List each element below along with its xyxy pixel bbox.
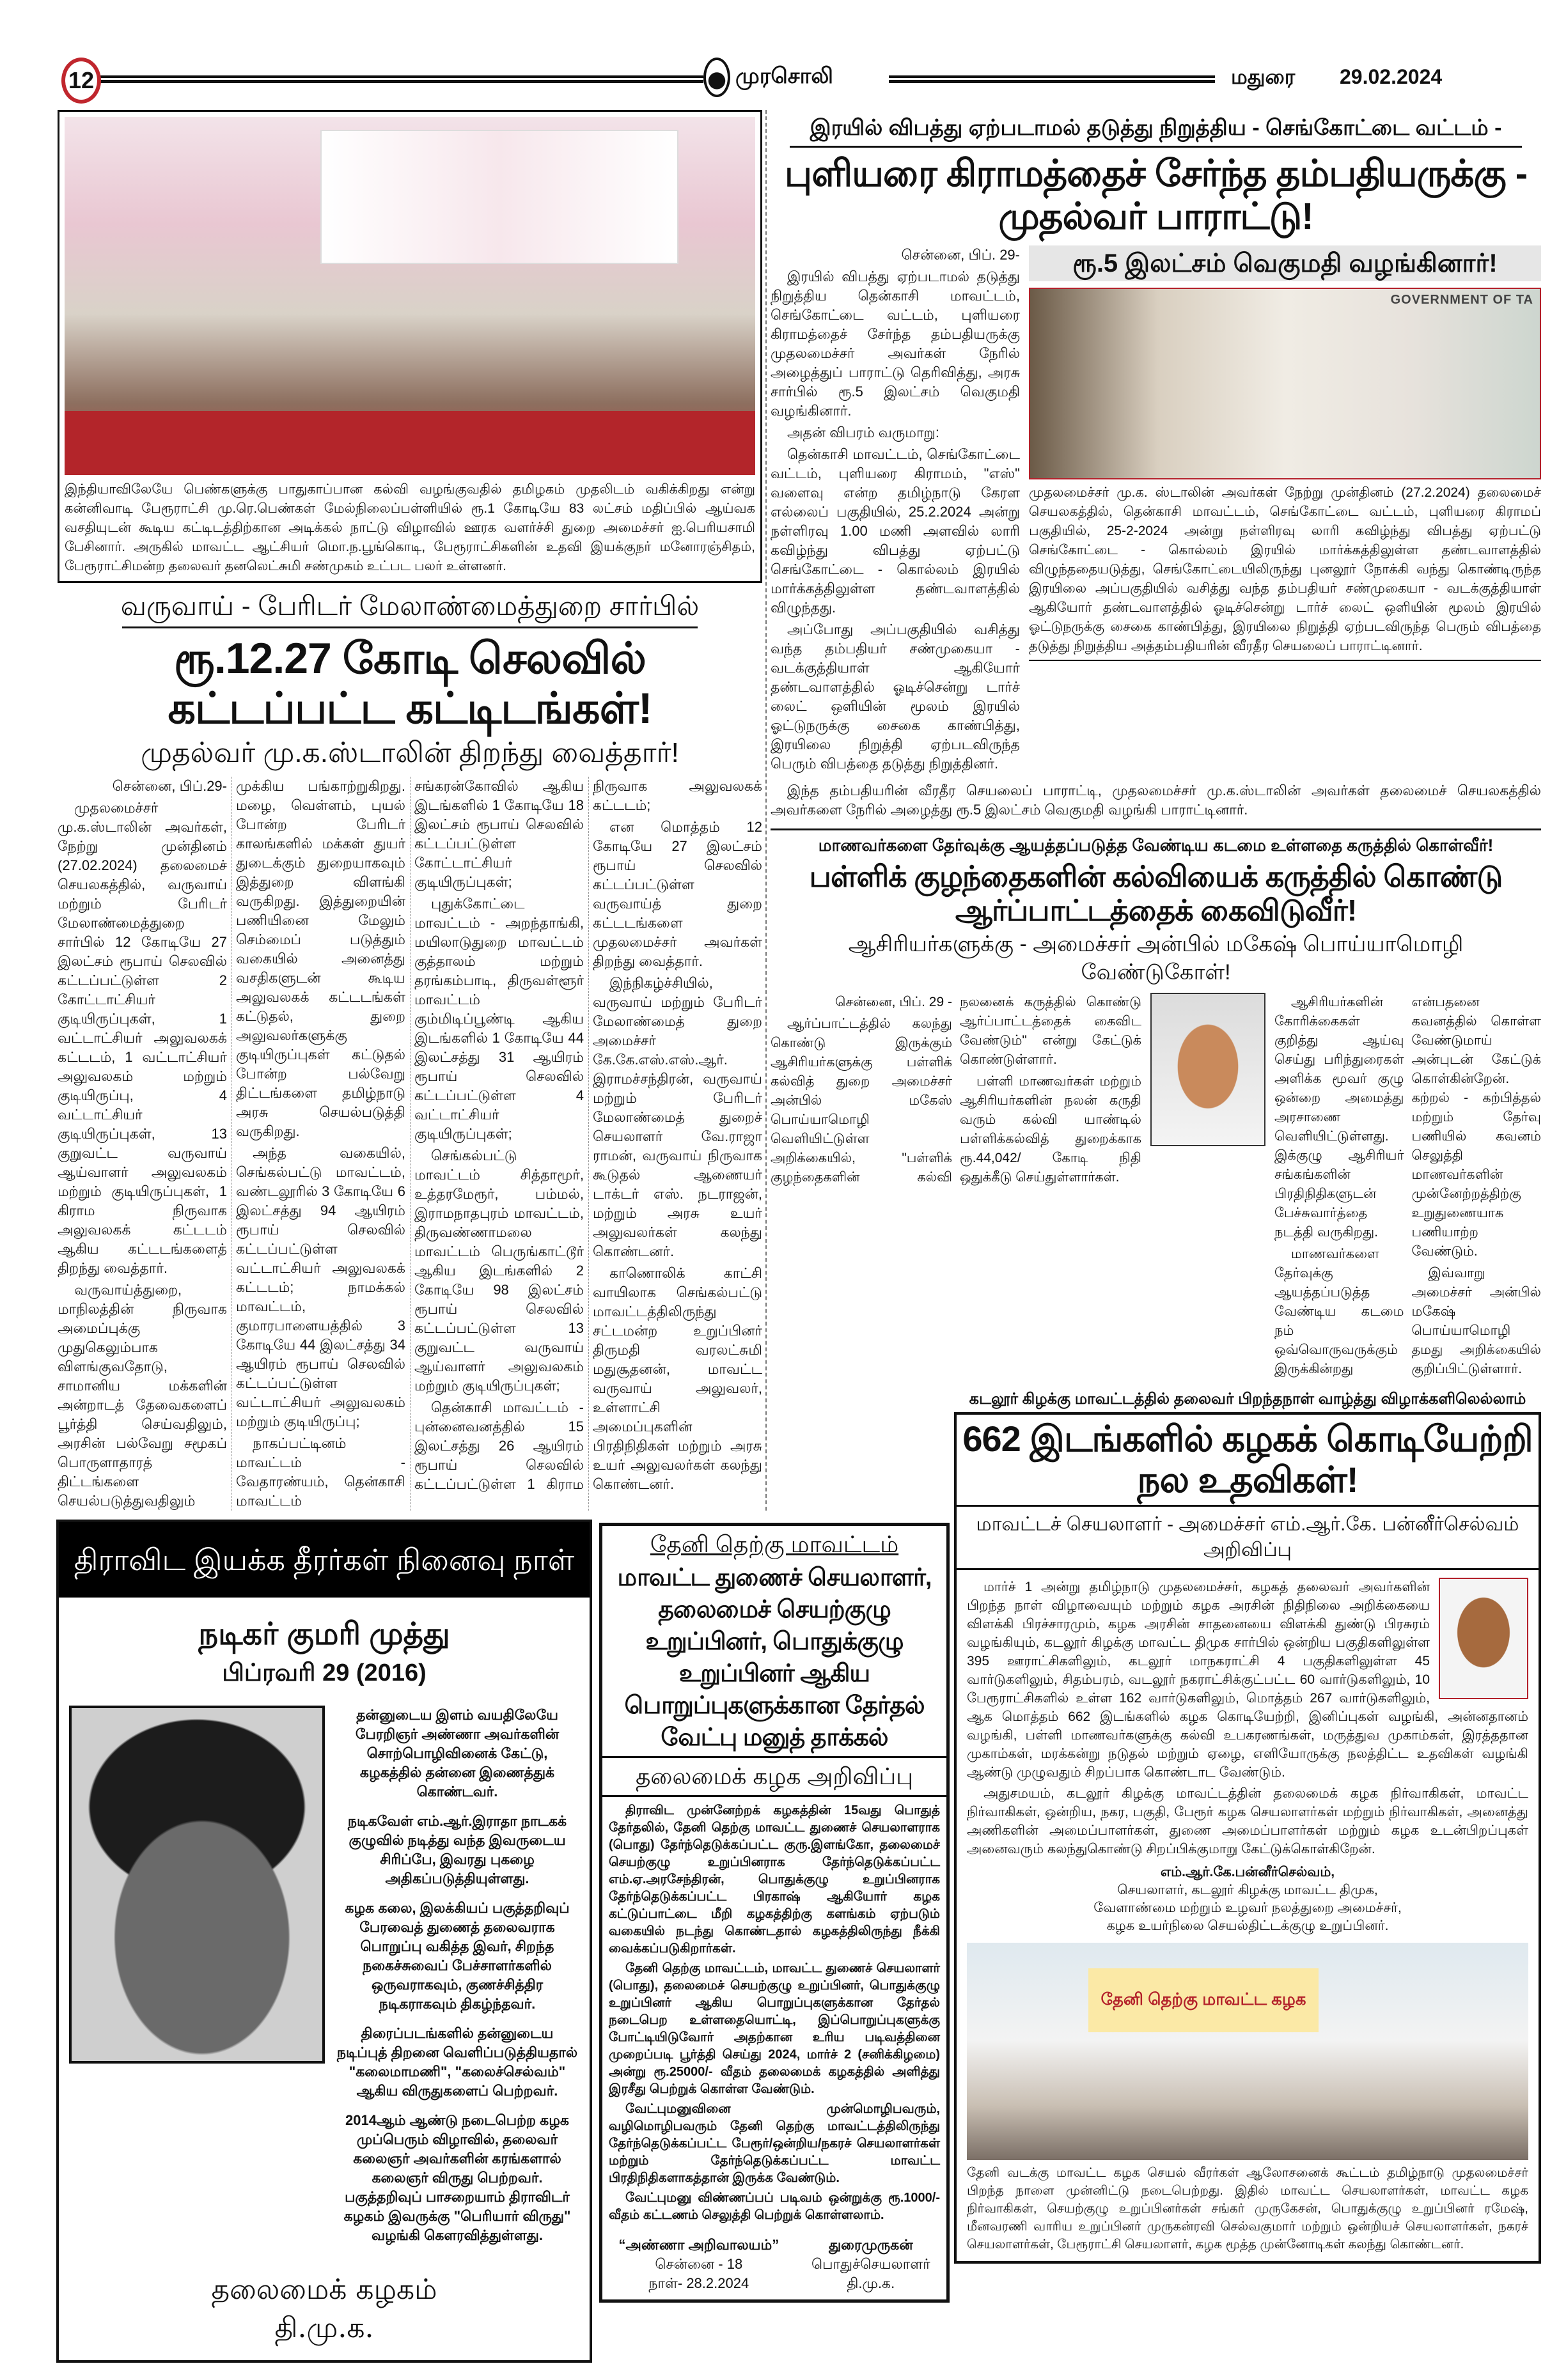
article-body-continued xyxy=(771,781,1541,820)
memorial-paragraph: பகுத்தறிவுப் பாசறையாம் திராவிடர் கழகம் இவருக்கு "பெரியார் விருது" வழங்கி கௌரவித்துள்ளது. xyxy=(343,2189,571,2243)
footer-place-block xyxy=(618,2236,779,2293)
footer-name: துரைமுருகன் xyxy=(829,2237,913,2253)
paragraph: ஆசிரியர்களின் கோரிக்கைகள் குறித்து ஆய்வு செய்து பரிந்துரைகள் அளிக்க மூவர் குழு ஒன்றை அமைத்து அரசாணை வெளியிட்டுள்ளது. இக்குழு ஆசிரியர் சங்கங்களின் பிரதிநிதிகளுடன் பேச்சுவார்த்தை நடத்தி வருகிறது. xyxy=(1274,995,1404,1240)
paragraph: வருவாய்த்துறை, மாநிலத்தின் நிருவாக அமைப்புக்கு முதுகெலும்பாக விளங்குவதோடு, சாமானிய மக்களின் அன்றாடத் தேவைகளைப் பூர்த்தி செய்வதிலும், அரசின் பல்வேறு சமூகப் பொருளாதாரத் திட்டங்களை செயல்படுத்துவதிலும் முக்கிய பங்காற்றுகிறது. மழை, வெள்ளம், புயல் போன்ற பேரிடர் காலங்களில் மக்கள் துயர் துடைக்கும் துறையாகவும் இத்துறை விளங்கி வருகிறது. இத்துறையின் பணியினை மேலும் செம்மைப் படுத்தும் வகையில் அனைத்து வசதிகளுடன் கூடிய அலுவலகக் கட்டடங்கள் கட்டுதல், துறை அலுவலர்களுக்கு குடியிருப்புகள் கட்டுதல் போன்ற பல்வேறு திட்டங்களை தமிழ்நாடு அரசு செயல்படுத்தி வருகிறது. xyxy=(58,778,405,1509)
paragraph: திராவிட முன்னேற்றக் கழகத்தின் 15வது பொதுத் தேர்தலில், தேனி தெற்கு மாவட்ட துணைச் செயலாளராக (பொது) தேர்ந்தெடுக்கப்பட்ட குரு.இளங்கோ, தலைமைச் செயற்குழு உறுப்பினராக தேர்ந்தெடுக்கப்பட்ட எம்.ஏ.அரசேந்திரன், பொதுக்குழு உறுப்பினராக தேர்ந்தெடுக்கப்பட்ட பிரகாஷ் ஆகியோர் கழக கட்டுப்பாட்டை மீறி கழகத்திற்கு களங்கம் ஏற்படும் வகையில் நடந்து கொண்டதால் கழகத்திலிருந்து நீக்கி வைக்கப்படுகிறார்கள். xyxy=(609,1803,940,1956)
paragraph: ஆர்ப்பாட்டத்தில் கலந்து கொண்டு இருக்கும் ஆசிரியர்களுக்கு பள்ளிக் கல்வித் துறை அமைச்சர் அன்பில் மகேஸ் பொய்யாமொழி வெளியிட்டுள்ள அறிக்கையில், "பள்ளிக் குழந்தைகளின் கல்வி நலனைக் கருத்தில் கொண்டு ஆர்ப்பாட்டத்தைக் கைவிட வேண்டும்" என்று கேட்டுக் கொண்டுள்ளார். xyxy=(771,995,1141,1185)
edition-date: 29.02.2024 xyxy=(1340,65,1443,88)
memorial-paragraph: திரைப்படங்களில் தன்னுடைய நடிப்புத் திறனை வெளிப்படுத்தியதால் "கலைமாமணி", "கலைச்செல்வம்" ஆகிய விருதுகளைப் பெற்றவர். xyxy=(336,2025,578,2099)
paragraph: மாணவர்களை தேர்வுக்கு ஆயத்தப்படுத்த வேண்டிய கடமை நம் ஒவ்வொருவருக்கும் இருக்கின்றது என்பதனை கவனத்தில் கொள்ள வேண்டுமாய் அன்புடன் கேட்டுக் கொள்கின்றேன். கற்றல் - கற்பித்தல் மற்றும் தேர்வு பணியில் கவனம் செலுத்தி மாணவர்களின் முன்னேற்றத்திற்கு உறுதுணையாக பணியாற்ற வேண்டும். xyxy=(1274,995,1541,1377)
train-article-media xyxy=(1029,245,1541,661)
article-headline: புளியரை கிராமத்தைச் சேர்ந்த தம்பதியருக்கு - முதல்வர் பாராட்டு! xyxy=(784,153,1528,237)
signature-name: எம்.ஆர்.கே.பன்னீர்செல்வம், xyxy=(1160,1864,1335,1879)
memorial-paragraph: நடிகவேள் எம்.ஆர்.இராதா நாடகக் குழுவில் நடித்து வந்த இவருடைய சிரிப்பே, இவரது புகழை அதிகப்படுத்தியுள்ளது. xyxy=(347,1813,567,1886)
cuddalore-announcement xyxy=(954,1412,1541,2264)
right-region xyxy=(771,114,1541,1380)
memorial-title: திராவிட இயக்க தீரர்கள் நினைவு நாள் xyxy=(59,1522,590,1598)
revenue-article xyxy=(58,589,762,1511)
paragraph: மார்ச் 1 அன்று தமிழ்நாடு முதலமைச்சர், கழகத் தலைவர் அவர்களின் பிறந்த நாள் விழாவையும் மற்றும் கழக அரசின் நிதிநிலை அறிக்கையை விளக்கி பிரச்சாரமும், கழக அரசின் சாதனையை விளக்கி துண்டு பிரசுரம் வழங்கியும், கடலூர் கிழக்கு மாவட்ட திமுக சார்பில் ஒன்றிய பகுதிகளிலுள்ள 395 ஊராட்சிகளிலும், கடலூர் மாநகராட்சி 4 பகுதிகளிலுள்ள 45 வார்டுகளிலும், சிதம்பரம், வடலூர் நகராட்சிக்குட்பட்ட 60 வார்டுகளிலும், 10 பேரூராட்சிகளில் உள்ள 162 வார்டுகளிலும், மொத்தம் 267 வார்டுகளிலும், ஆக மொத்தம் 662 இடங்களில் கழக கொடியேற்றி, இனிப்புகள் வழங்கி, அன்னதானம் வழங்கி, பள்ளி மாணவர்களுக்கு கல்வி உபகரணங்கள், மருத்துவ முகாம்கள், இரத்ததான முகாம்கள், மரக்கன்று நடுதல் மற்றும் ஏழை, எளியோருக்கு நலத்திட்ட உதவிகள் வழங்கி ஆண்டு முழுவதும் சிறப்பாக கொண்டாட வேண்டும். xyxy=(967,1579,1528,1780)
announcement-body xyxy=(602,1797,946,2232)
rising-sun-emblem-icon xyxy=(703,58,730,97)
paragraph: செங்கல்பட்டு மாவட்டம் சித்தாமூர், உத்தரமேரூர், பம்மல், இராமநாதபுரம் மாவட்டம், திருவண்ணாமலை மாவட்டம் பெருங்காட்டூர் ஆகிய இடங்களில் 2 கோடியே 98 இலட்சம் ரூபாய் செலவில் கட்டப்பட்டுள்ள 13 குறுவட்ட வருவாய் ஆய்வாளர் அலுவலகம் மற்றும் குடியிருப்புகள்; xyxy=(414,1147,584,1394)
paragraph: நாகப்பட்டினம் மாவட்டம் - வேதாரண்யம், தென்காசி மாவட்டம் சங்கரன்கோவில் ஆகிய இடங்களில் 1 கோடியே 18 இலட்சம் ரூபாய் செலவில் கட்டப்பட்டுள்ள கோட்டாட்சியர் குடியிருப்புகள்; xyxy=(236,778,584,1509)
memorial-footer-party: தி.மு.க. xyxy=(274,2312,374,2344)
paragraph: முதலமைச்சர் மு.க.ஸ்டாலின் அவர்கள், நேற்று முன்தினம் (27.02.2024) தலைமைச் செயலகத்தில், வருவாய் மற்றும் பேரிடர் மேலாண்மைத்துறை சார்பில் 12 கோடியே 27 இலட்சம் ரூபாய் செலவில் கட்டப்பட்டுள்ள 2 கோட்டாட்சியர் குடியிருப்புகள், 1 வட்டாட்சியர் அலுவலகக் கட்டடம், 1 வட்டாட்சியர் அலுவலகம் மற்றும் குடியிருப்பு, 4 வட்டாட்சியர் குடியிருப்புகள், 13 குறுவட்ட வருவாய் ஆய்வாளர் அலுவலகம் மற்றும் குடியிருப்புகள், 1 கிராம நிருவாக அலுவலகக் கட்டடம் ஆகிய கட்டடங்களைத் திறந்து வைத்தார். xyxy=(58,800,227,1277)
signature-line: வேளாண்மை மற்றும் உழவர் நலத்துறை அமைச்சர், xyxy=(1093,1900,1402,1915)
header-rule-right xyxy=(889,75,1215,83)
paragraph: தென்காசி மாவட்டம், செங்கோட்டை வட்டம், புளியரை கிராமம், "எஸ்" வளைவு என்ற தமிழ்நாடு கேரள எல்லைப் பகுதியில், 25.2.2024 அன்று நள்ளிரவு 1.00 மணி அளவில் லாரி கவிழ்ந்து விபத்து ஏற்பட்டு செங்கோட்டை - கொல்லம் இரயில் மார்க்கத்திலுள்ள தண்டவாளத்தில் விழுந்தது. xyxy=(771,446,1020,616)
article-kicker: வருவாய் - பேரிடர் மேலாண்மைத்துறை சார்பில் xyxy=(120,591,700,621)
event-photo xyxy=(65,117,755,475)
footer-party: தி.மு.க. xyxy=(847,2275,895,2291)
article-body xyxy=(58,777,762,1511)
announcement-subhead: தலைமைக் கழக அறிவிப்பு xyxy=(602,1758,946,1797)
district-title: தேனி தெற்கு மாவட்டம் xyxy=(650,1531,899,1557)
train-article xyxy=(771,114,1541,820)
edition-city: மதுரை xyxy=(1231,65,1296,88)
stage-carpet xyxy=(65,411,755,475)
memorial-paragraph: கழக கலை, இலக்கியப் பகுத்தறிவுப் பேரவைத் துணைத் தலைவராக பொறுப்பு வகித்த இவர், சிறந்த நகைச்சுவைப் பேச்சாளர்களில் ஒருவராகவும், குணச்சித்திர நடிகராகவும் திகழ்ந்தவர். xyxy=(345,1900,570,2012)
footer-date: நாள்- 28.2.2024 xyxy=(648,2275,749,2291)
dateline: சென்னை, பிப்.29- xyxy=(112,778,227,795)
paragraph: தேனி தெற்கு மாவட்டம், மாவட்ட துணைச் செயலாளர் (பொது), தலைமைச் செயற்குழு உறுப்பினர், பொதுக்குழு உறுப்பினர் ஆகிய பொறுப்புகளுக்கான தேர்தல் நடைபெற உள்ளதையொட்டி, இப்பொறுப்புகளுக்கு போட்டியிடுவோர் அதற்கான உரிய படிவத்தினை முறைப்படி பூர்த்தி செய்து 2024, மார்ச் 2 (சனிக்கிழமை) அன்று ரூ.25000/- வீதம் தலைமைக் கழகத்தில் அளித்து இரசீது பெற்றுக் கொள்ள வேண்டும். xyxy=(609,1961,940,2096)
memorial-text xyxy=(335,1706,579,2245)
minister-portrait xyxy=(1150,993,1265,1146)
top-photo-box xyxy=(58,110,762,583)
paragraph: அதன் விபரம் வருமாறு: xyxy=(787,424,939,441)
header-rule-left xyxy=(96,75,703,83)
memorial-date: பிப்ரவரி 29 (2016) xyxy=(222,1660,427,1686)
dateline: சென்னை, பிப். 29 - xyxy=(835,995,952,1010)
memorial-paragraph: தன்னுடைய இளம் வயதிலேயே பேரறிஞர் அண்ணா அவர்களின் சொற்பொழிவினைக் கேட்டு, கழகத்தில் தன்னை இணைத்துக் கொண்டவர். xyxy=(355,1707,560,1800)
article-kicker: இரயில் விபத்து ஏற்படாமல் தடுத்து நிறுத்திய - செங்கோட்டை வட்டம் - xyxy=(810,116,1502,140)
reward-subhead: ரூ.5 இலட்சம் வெகுமதி வழங்கினார்! xyxy=(1029,245,1541,281)
memorial-box xyxy=(56,1520,592,2363)
signature-block xyxy=(967,1863,1528,1935)
top-photo-caption: இந்தியாவிலேயே பெண்களுக்கு பாதுகாப்பான கல்வி வழங்குவதில் தமிழகம் முதலிடம் வகிக்கிறது என்று கன்னிவாடி பேரூராட்சி மு.ரெ.பெண்கள் மேல்நிலைப்பள்ளியில் ரூ.1 கோடியே 83 லட்சம் மதிப்பில் ஆய்வக வசதியுடன் கூடிய கட்டிடத்திற்கான அடிக்கல் நாட்டு விழாவில் ஊரக வளர்ச்சி துறை அமைச்சர் ஐ.பெரியசாமி பேசினார். அருகில் மாவட்ட ஆட்சியர் மொ.ந.பூங்கொடி, பேரூராட்சிகளின் உதவி இயக்குநர் மனோரஞ்சிதம், பேரூராட்சிமன்ற தலைவர் தனலெட்சுமி சண்முகம் உட்பட பலர் உள்ளனர். xyxy=(65,482,755,573)
meeting-photo-caption: தேனி வடக்கு மாவட்ட கழக செயல் வீரர்கள் ஆலோசனைக் கூட்டம் தமிழ்நாடு முதலமைச்சர் பிறந்த நாளை முன்னிட்டு நடைபெற்றது. இதில் மாவட்ட செயலாளர்கள், மாவட்ட கழக நிர்வாகிகள், செயற்குழு உறுப்பினர்கள் சங்கர் முருகேசன், பொதுக்குழு உறுப்பினர் ரமேஷ், மீனவரணி வாரிய உறுப்பினர் முருகன்ரவி செல்வகுமார் மற்றும் ஒன்றியச் செயலாளர்கள், நகரச் செயலாளர்கள், பேரூராட்சி செயலாளர், கழக மூத்த முன்னோடிகள் கலந்து கொண்டனர். xyxy=(967,2165,1528,2252)
footer-city: சென்னை - 18 xyxy=(655,2256,743,2272)
article-headline: பள்ளிக் குழந்தைகளின் கல்வியைக் கருத்தில் கொண்டு ஆர்ப்பாட்டத்தைக் கைவிடுவீர்! xyxy=(809,860,1503,928)
announcement-headline: 662 இடங்களில் கழகக் கொடியேற்றி நல உதவிகள்! xyxy=(957,1415,1539,1507)
paragraph: பள்ளி மாணவர்கள் மற்றும் ஆசிரியர்களின் நலன் கருதி வரும் கல்வி யாண்டில் பள்ளிக்கல்வித் துறைக்காக ரூ.44,042/ கோடி நிதி ஒதுக்கீடு செய்துள்ளார்கள். xyxy=(960,1074,1141,1185)
footer-signatory-block xyxy=(811,2236,930,2293)
event-stage-banner xyxy=(320,130,678,264)
article-kicker: மாணவர்களை தேர்வுக்கு ஆயத்தப்படுத்த வேண்டிய கடமை உள்ளதை கருத்தில் கொள்வீர்! xyxy=(818,836,1494,855)
paragraph: இவ்வாறு அமைச்சர் அன்பில் மகேஷ் பொய்யாமொழி தமது அறிக்கையில் குறிப்பிட்டுள்ளார். xyxy=(1411,1266,1541,1377)
page-number: 12 xyxy=(68,67,95,93)
paragraph: அந்த வகையில், செங்கல்பட்டு மாவட்டம், வண்டலூரில் 3 கோடியே 6 இலட்சத்து 94 ஆயிரம் ரூபாய் செலவில் கட்டப்பட்டுள்ள வட்டாட்சியர் அலுவலகக் கட்டடம்; நாமக்கல் மாவட்டம், குமாரபாளையத்தில் 3 கோடியே 44 இலட்சத்து 34 ஆயிரம் ரூபாய் செலவில் கட்டப்பட்டுள்ள வட்டாட்சியர் அலுவலகம் மற்றும் குடியிருப்பு; xyxy=(236,1145,405,1430)
paragraph: அப்போது அப்பகுதியில் வசித்து வந்த தம்பதியர் சண்முகையா - வடக்குத்தியாள் ஆகியோர் தண்டவாளத்தில் ஓடிச்சென்று டார்ச் லைட் ஒளியின் மூலம் இரயில் ஓட்டுநருக்கு சைகை காண்பித்து, இரயிலை நிறுத்தி ஏற்படவிருந்த பெரும் விபத்தை தடுத்து நிறுத்தினர். xyxy=(771,621,1020,772)
paragraph: அதுசமயம், கடலூர் கிழக்கு மாவட்டத்தின் தலைமைக் கழக நிர்வாகிகள், மாவட்ட நிர்வாகிகள், ஒன்றிய, நகர, பகுதி, பேரூர் கழக செயலாளர்கள் மற்றும் நிர்வாகிகள், அனைத்து அணிகளின் அமைப்பாளர்கள், துணை அமைப்பாளர்கள் மற்றும் கழக உடன்பிறப்புகள் அனைவரும் கலந்துகொண்டு சிறப்பிக்குமாறு கேட்டுக்கொள்கிறேன். xyxy=(967,1785,1528,1856)
signature-line: கழக உயர்நிலை செயல்திட்டக்குழு உறுப்பினர். xyxy=(1106,1918,1389,1933)
column-divider xyxy=(765,110,767,1511)
minister-photo xyxy=(1439,1578,1528,1699)
party-meeting-photo xyxy=(967,1943,1528,2160)
meeting-banner: தேனி தெற்கு மாவட்ட கழக xyxy=(1088,1968,1319,2032)
paragraph: தென்காசி மாவட்டம் - புன்னைவனத்தில் 15 இலட்சத்து 26 ஆயிரம் ரூபாய் செலவில் கட்டப்பட்டுள்ள 1 கிராம நிருவாக அலுவலகக் கட்டடம்; xyxy=(414,778,762,1493)
article-body xyxy=(771,993,1141,1188)
photo-caption: முதலமைச்சர் மு.க. ஸ்டாலின் அவர்கள் நேற்று முன்தினம் (27.2.2024) தலைமைச் செயலகத்தில், தென்காசி மாவட்டம், செங்கோட்டை வட்டம், புளியரை கிராமப் பகுதியில், 25-2-2024 அன்று நள்ளிரவு லாரி கவிழ்ந்து விபத்து ஏற்பட்டு செங்கோட்டை - கொல்லம் இரயில் மார்க்கத்திலுள்ள தண்டவாளத்தில் விழுந்ததையடுத்து, செங்கோட்டையிலிருந்து புனலூர் நோக்கி வந்து கொண்டிருந்த இரயிலை அப்பகுதியில் வசித்து வந்த தம்பதியர் சண்முகையா - வடக்குத்தியாள் ஆகியோர் தண்டவாளத்தில் ஓடிச்சென்று டார்ச் லைட் ஒளியின் மூலம் இரயில் ஓட்டுநருக்கு சைகை காண்பித்து, இரயிலை நிறுத்தி ஏற்படவிருந்த பெரும் விபத்தை தடுத்து நிறுத்திய அத்தம்பதியரின் வீரதீர செயலைப் பாராட்டினார். xyxy=(1029,483,1541,661)
paragraph: புதுக்கோட்டை மாவட்டம் - அறந்தாங்கி, மயிலாடுதுறை மாவட்டம் குத்தாலம் மற்றும் தரங்கம்பாடி, திருவள்ளூர் மாவட்டம் கும்மிடிப்பூண்டி ஆகிய இடங்களில் 1 கோடியே 44 இலட்சத்து 31 ஆயிரம் ரூபாய் செலவில் கட்டப்பட்டுள்ள 4 வட்டாட்சியர் குடியிருப்புகள்; xyxy=(414,896,584,1142)
cm-award-photo xyxy=(1029,288,1541,479)
page-number-badge xyxy=(61,58,101,104)
article-body-lead xyxy=(771,245,1020,776)
cuddalore-section xyxy=(954,1389,1541,2264)
article-subhead: ஆசிரியர்களுக்கு - அமைச்சர் அன்பில் மகேஷ் பொய்யாமொழி வேண்டுகோள்! xyxy=(848,932,1464,985)
footer-role: பொதுச்செயலாளர் xyxy=(811,2256,930,2272)
announcement-footer xyxy=(602,2232,946,2299)
article-headline: ரூ.12.27 கோடி செலவில் கட்டப்பட்ட கட்டிடங்கள்! xyxy=(168,634,652,733)
paragraph: இந்த தம்பதியரின் வீரதீர செயலைப் பாராட்டி, முதலமைச்சர் மு.க.ஸ்டாலின் அவர்கள் தலைமைச் செயலகத்தில் அவர்களை நேரில் அழைத்து ரூ.5 இலட்சம் வெகுமதி வழங்கி பாராட்டினார். xyxy=(771,782,1542,818)
paper-name: முரசொலி xyxy=(735,63,833,88)
paragraph: இரயில் விபத்து ஏற்படாமல் தடுத்து நிறுத்திய தென்காசி மாவட்டம், செங்கோட்டை வட்டம், புளியரை கிராமத்தைச் சேர்ந்த தம்பதியருக்கு முதலமைச்சர் அவர்கள் நேரில் அழைத்துப் பாராட்டு தெரிவித்து, அரசு சார்பில் ரூ.5 இலட்சம் வெகுமதி வழங்கினார். xyxy=(771,268,1020,419)
announcement-subhead: மாவட்டச் செயலாளர் - அமைச்சர் எம்.ஆர்.கே. பன்னீர்செல்வம் அறிவிப்பு xyxy=(957,1507,1539,1570)
paragraph: என மொத்தம் 12 கோடியே 27 இலட்சம் ரூபாய் செலவில் கட்டப்பட்டுள்ள வருவாய்த் துறை கட்டடங்களை முதலமைச்சர் அவர்கள் திறந்து வைத்தார். xyxy=(593,819,762,970)
theni-announcement xyxy=(599,1523,950,2303)
memorial-footer-org: தலைமைக் கழகம் xyxy=(211,2273,437,2306)
announcement-content xyxy=(957,1570,1539,2261)
wall-sign: GOVERNMENT OF TA xyxy=(1390,293,1533,307)
paragraph: இந்நிகழ்ச்சியில், வருவாய் மற்றும் பேரிடர் மேலாண்மைத் துறை அமைச்சர் கே.கே.எஸ்.எஸ்.ஆர். இராமச்சந்திரன், வருவாய் மற்றும் பேரிடர் மேலாண்மைத் துறைச் செயலாளர் வே.ராஜா ராமன், வருவாய் நிருவாக கூடுதல் ஆணையர் டாக்டர் எஸ். நடராஜன், மற்றும் அரசு உயர் அலுவலர்கள் கலந்து கொண்டனர். xyxy=(593,975,762,1260)
signature-line: செயலாளர், கடலூர் கிழக்கு மாவட்ட திமுக, xyxy=(1117,1882,1378,1897)
announcement-kicker: கடலூர் கிழக்கு மாவட்டத்தில் தலைவர் பிறந்தநாள் வாழ்த்து விழாக்களிலெல்லாம் xyxy=(969,1390,1526,1408)
memorial-name: நடிகர் குமரி முத்து xyxy=(198,1617,450,1651)
article-body-col3 xyxy=(1274,993,1541,1380)
kumari-muthu-portrait xyxy=(69,1706,325,2064)
school-article-row xyxy=(771,993,1541,1380)
footer-place: “அண்ணா அறிவாலயம்” xyxy=(618,2237,779,2253)
paragraph: காணொலிக் காட்சி வாயிலாக செங்கல்பட்டு மாவட்டத்திலிருந்து சட்டமன்ற உறுப்பினர் திருமதி வரலட்சுமி மதுசூதனன், மாவட்ட வருவாய் அலுவலர், உள்ளாட்சி அமைப்புகளின் பிரதிநிதிகள் மற்றும் அரசு உயர் அலுவலர்கள் கலந்து கொண்டனர். xyxy=(593,1265,762,1493)
masthead-logo xyxy=(703,58,833,97)
article-subhead: முதல்வர் மு.க.ஸ்டாலின் திறந்து வைத்தார்! xyxy=(141,737,679,769)
kicker-underline xyxy=(790,146,1522,148)
memorial-paragraph: 2014ஆம் ஆண்டு நடைபெற்ற கழக முப்பெரும் விழாவில், தலைவர் கலைஞர் அவர்களின் கரங்களால் கலைஞர் விருது பெற்றவர். xyxy=(345,2112,569,2186)
announcement-headline: மாவட்ட துணைச் செயலாளர், தலைமைச் செயற்குழு உறுப்பினர், பொதுக்குழு உறுப்பினர் ஆகிய பொறுப்புகளுக்கான தேர்தல் வேட்பு மனுத் தாக்கல் xyxy=(602,1559,946,1758)
paragraph: வேட்புமனு விண்ணப்பப் படிவம் ஒன்றுக்கு ரூ.1000/- வீதம் கட்டணம் செலுத்தி பெற்றுக் கொள்ளலாம். xyxy=(609,2191,940,2222)
school-article xyxy=(771,828,1541,1380)
train-article-row xyxy=(771,245,1541,776)
dateline: சென்னை, பிப். 29- xyxy=(901,247,1020,263)
memorial-row xyxy=(59,1690,590,2245)
kicker-underline xyxy=(122,626,698,628)
paragraph: வேட்புமனுவினை முன்மொழிபவரும், வழிமொழிபவரும் தேனி தெற்கு மாவட்டத்திலிருந்து தேர்ந்தெடுக்கப்பட்ட பேரூர்/ஒன்றிய/நகரச் செயலாளர்கள் மற்றும் தேர்ந்தெடுக்கப்பட்ட மாவட்ட பிரதிநிதிகளாகத்தான் இருக்க வேண்டும். xyxy=(609,2102,940,2185)
left-region xyxy=(58,110,762,1511)
